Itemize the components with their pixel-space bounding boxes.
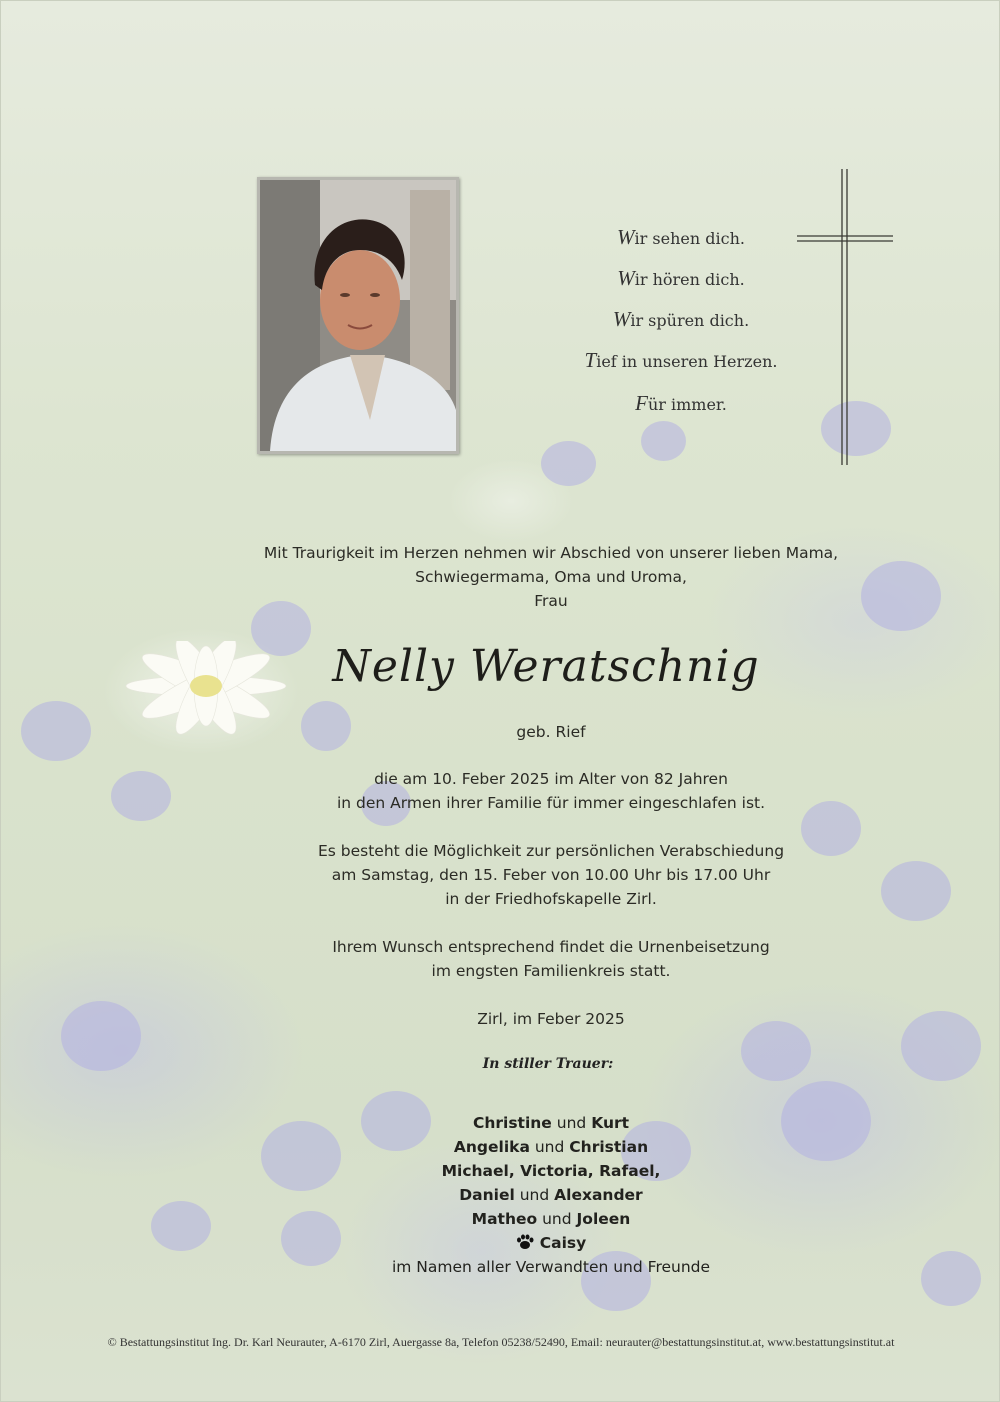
burial-info [1, 935, 1000, 983]
family-row-5: Matheo und Joleen [471, 1210, 631, 1228]
family-row-1: Christine und Kurt [472, 1114, 630, 1132]
burial-line-1: Ihrem Wunsch entsprechend findet die Urnenbeisetzung [332, 938, 770, 956]
death-notice-line-1: die am 10. Feber 2025 im Alter von 82 Jahren [374, 770, 728, 788]
death-notice [1, 767, 1000, 815]
family-closing: im Namen aller Verwandten und Freunde [391, 1258, 711, 1276]
farewell-line-2: am Samstag, den 15. Feber von 10.00 Uhr bis 17.00 Uhr [331, 866, 771, 884]
family-row-3: Michael, Victoria, Rafael, [441, 1162, 661, 1180]
intro-text [1, 541, 1000, 613]
poem-line-2: Wir hören dich. [617, 266, 745, 290]
intro-line-2: Schwiegermama, Oma und Uroma, [415, 568, 687, 586]
family-row-4: Daniel und Alexander [459, 1186, 643, 1204]
intro-line-3: Frau [534, 592, 568, 610]
farewell-line-3: in der Friedhofskapelle Zirl. [445, 890, 657, 908]
poem-line-3: Wir spüren dich. [612, 307, 750, 331]
death-notice-line-2: in den Armen ihrer Familie für immer eingeschlafen ist. [336, 794, 766, 812]
place-date: Zirl, im Feber 2025 [477, 1010, 625, 1028]
paw-icon [516, 1234, 534, 1250]
family-pet-row: Caisy [1, 1231, 1000, 1255]
farewell-line-1: Es besteht die Möglichkeit zur persönlichen Verabschiedung [317, 842, 785, 860]
maiden-name: geb. Rief [516, 723, 586, 741]
poem-line-4: Tief in unseren Herzen. [584, 348, 778, 372]
portrait-photo-frame [257, 177, 459, 454]
family-row-2: Angelika und Christian [453, 1138, 649, 1156]
burial-line-2: im engsten Familienkreis statt. [431, 962, 671, 980]
farewell-info [1, 839, 1000, 911]
family-list [1, 1111, 1000, 1279]
mourning-title: In stiller Trauer: [482, 1056, 614, 1072]
deceased-name: Nelly Weratschnig [332, 641, 760, 692]
poem-line-5: Für immer. [635, 391, 727, 415]
poem-line-1: Wir sehen dich. [617, 225, 745, 249]
intro-line-1: Mit Traurigkeit im Herzen nehmen wir Abschied von unserer lieben Mama, [263, 544, 839, 562]
footer-imprint: © Bestattungsinstitut Ing. Dr. Karl Neurauter, A-6170 Zirl, Auergasse 8a, Telefon 05238/52490, Email: neurauter@bestattungsinstitut.at, www.bestattungsinstitut.at [107, 1335, 895, 1349]
portrait-photo [260, 180, 456, 451]
